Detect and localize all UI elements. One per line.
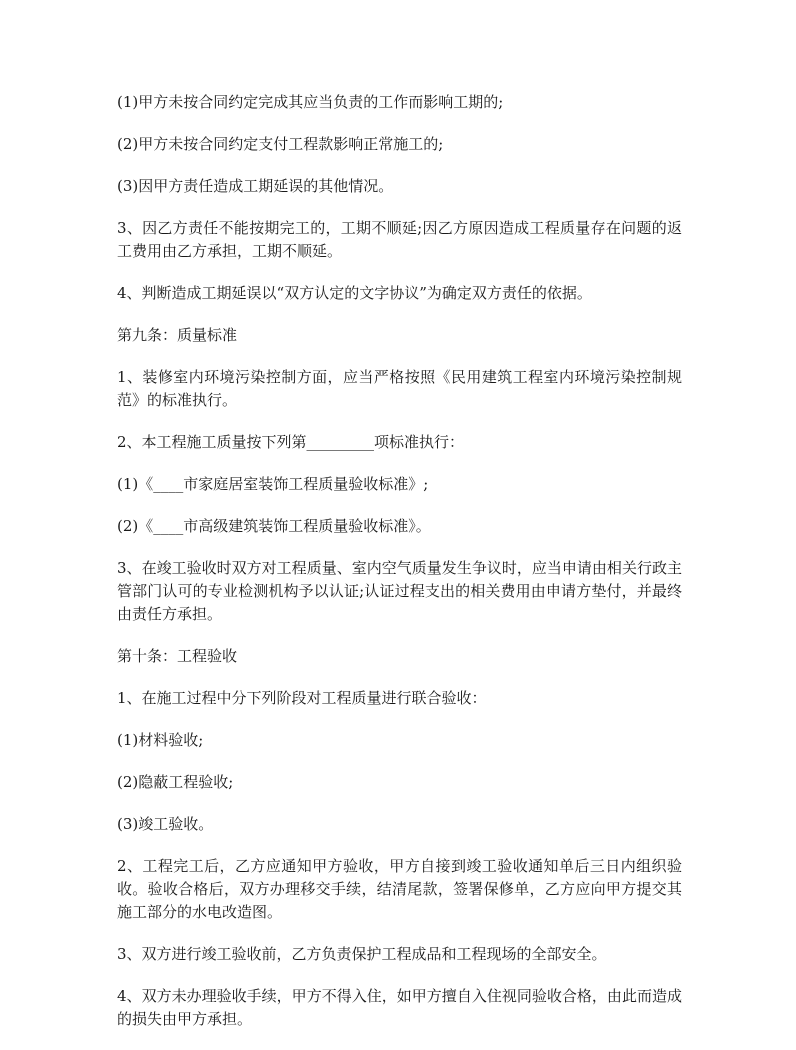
clause-paragraph-quality-3: 3、在竣工验收时双方对工程质量、室内空气质量发生争议时，应当申请由相关行政主管部门认可的专业检测机构予以认证;认证过程支出的相关费用由申请方垫付，并最终由责任方承担。 <box>117 559 682 623</box>
clause-paragraph-acceptance-4: 4、双方未办理验收手续，甲方不得入住，如甲方擅自入住视同验收合格，由此而造成的损失由甲方承担。 <box>117 987 682 1028</box>
acceptance-stage-1: (1)材料验收; <box>117 731 204 749</box>
standard-option-2: (2)《____市高级建筑装饰工程质量验收标准》。 <box>117 517 431 535</box>
document-body <box>117 91 682 1050</box>
clause-item-2: (2)甲方未按合同约定支付工程款影响正常施工的; <box>117 135 444 153</box>
acceptance-stage-2: (2)隐蔽工程验收; <box>117 773 234 791</box>
section-heading-article-9: 第九条：质量标准 <box>117 326 238 344</box>
acceptance-stage-3: (3)竣工验收。 <box>117 815 214 833</box>
clause-paragraph-acceptance-3: 3、双方进行竣工验收前，乙方负责保护工程成品和工程现场的全部安全。 <box>117 945 607 963</box>
standard-option-1: (1)《____市家庭居室装饰工程质量验收标准》; <box>117 475 429 493</box>
clause-paragraph-quality-2: 2、本工程施工质量按下列第_________项标准执行： <box>117 433 465 451</box>
clause-paragraph-4: 4、判断造成工期延误以“双方认定的文字协议”为确定双方责任的依据。 <box>117 284 592 302</box>
clause-paragraph-acceptance-1: 1、在施工过程中分下列阶段对工程质量进行联合验收： <box>117 689 487 707</box>
clause-paragraph-acceptance-2: 2、工程完工后，乙方应通知甲方验收，甲方自接到竣工验收通知单后三日内组织验收。验收合格后，双方办理移交手续，结清尾款，签署保修单，乙方应向甲方提交其施工部分的水电改造图。 <box>117 857 682 921</box>
clause-paragraph-3: 3、因乙方责任不能按期完工的，工期不顺延;因乙方原因造成工程质量存在问题的返工费用由乙方承担，工期不顺延。 <box>117 219 682 260</box>
section-heading-article-10: 第十条：工程验收 <box>117 647 238 665</box>
clause-item-1: (1)甲方未按合同约定完成其应当负责的工作而影响工期的; <box>117 93 504 111</box>
clause-paragraph-quality-1: 1、装修室内环境污染控制方面，应当严格按照《民用建筑工程室内环境污染控制规范》的标准执行。 <box>117 368 682 409</box>
clause-item-3: (3)因甲方责任造成工期延误的其他情况。 <box>117 177 394 195</box>
